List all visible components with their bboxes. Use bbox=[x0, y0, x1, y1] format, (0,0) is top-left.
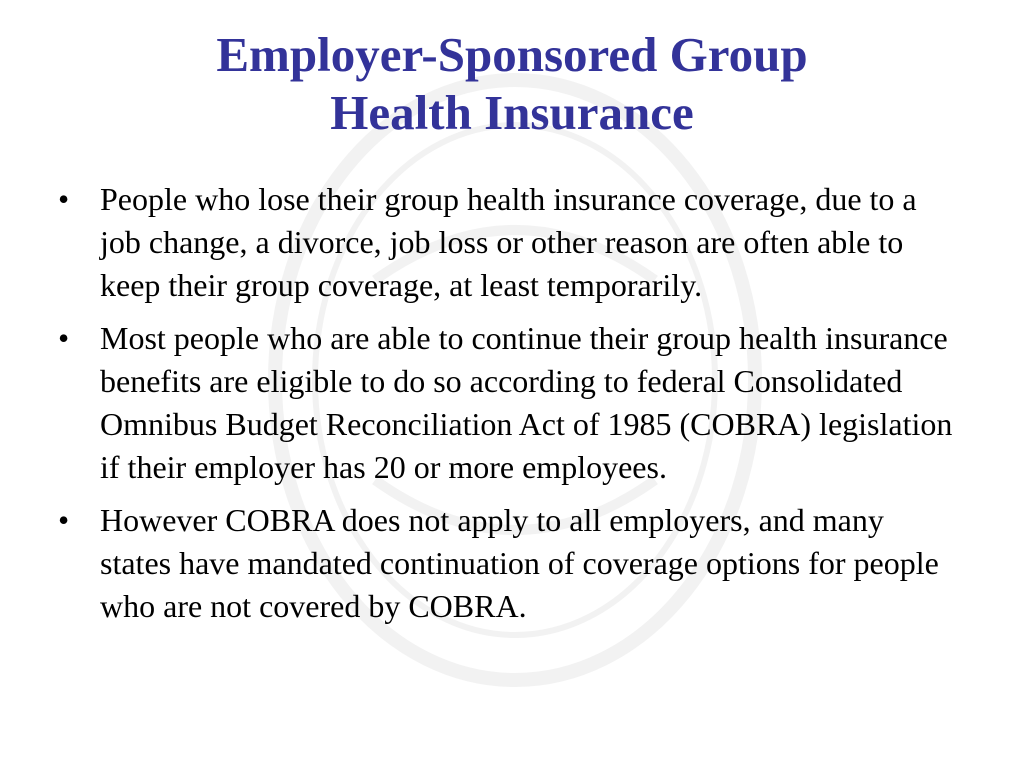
bullet-glyph: • bbox=[58, 320, 70, 356]
bullet-item bbox=[58, 317, 958, 489]
slide-title bbox=[40, 26, 984, 142]
bullet-text: However COBRA does not apply to all employers, and many states have mandated continuation of coverage options for people who are not covered by COBRA. bbox=[100, 502, 939, 624]
bullet-item bbox=[58, 499, 958, 628]
slide-title-line-2: Health Insurance bbox=[330, 85, 694, 140]
bullet-item bbox=[58, 178, 958, 307]
bullet-text: People who lose their group health insurance coverage, due to a job change, a divorce, job loss or other reason are often able to keep their group coverage, at least temporarily. bbox=[100, 181, 917, 303]
bullet-list bbox=[58, 178, 958, 638]
bullet-text: Most people who are able to continue their group health insurance benefits are eligible to do so according to federal Consolidated Omnibus Budget Reconciliation Act of 1985 (COBRA) legislation if their employer has 20 or more employees. bbox=[100, 320, 953, 485]
bullet-glyph: • bbox=[58, 181, 70, 217]
slide-title-line-1: Employer-Sponsored Group bbox=[216, 27, 808, 82]
bullet-glyph: • bbox=[58, 502, 70, 538]
